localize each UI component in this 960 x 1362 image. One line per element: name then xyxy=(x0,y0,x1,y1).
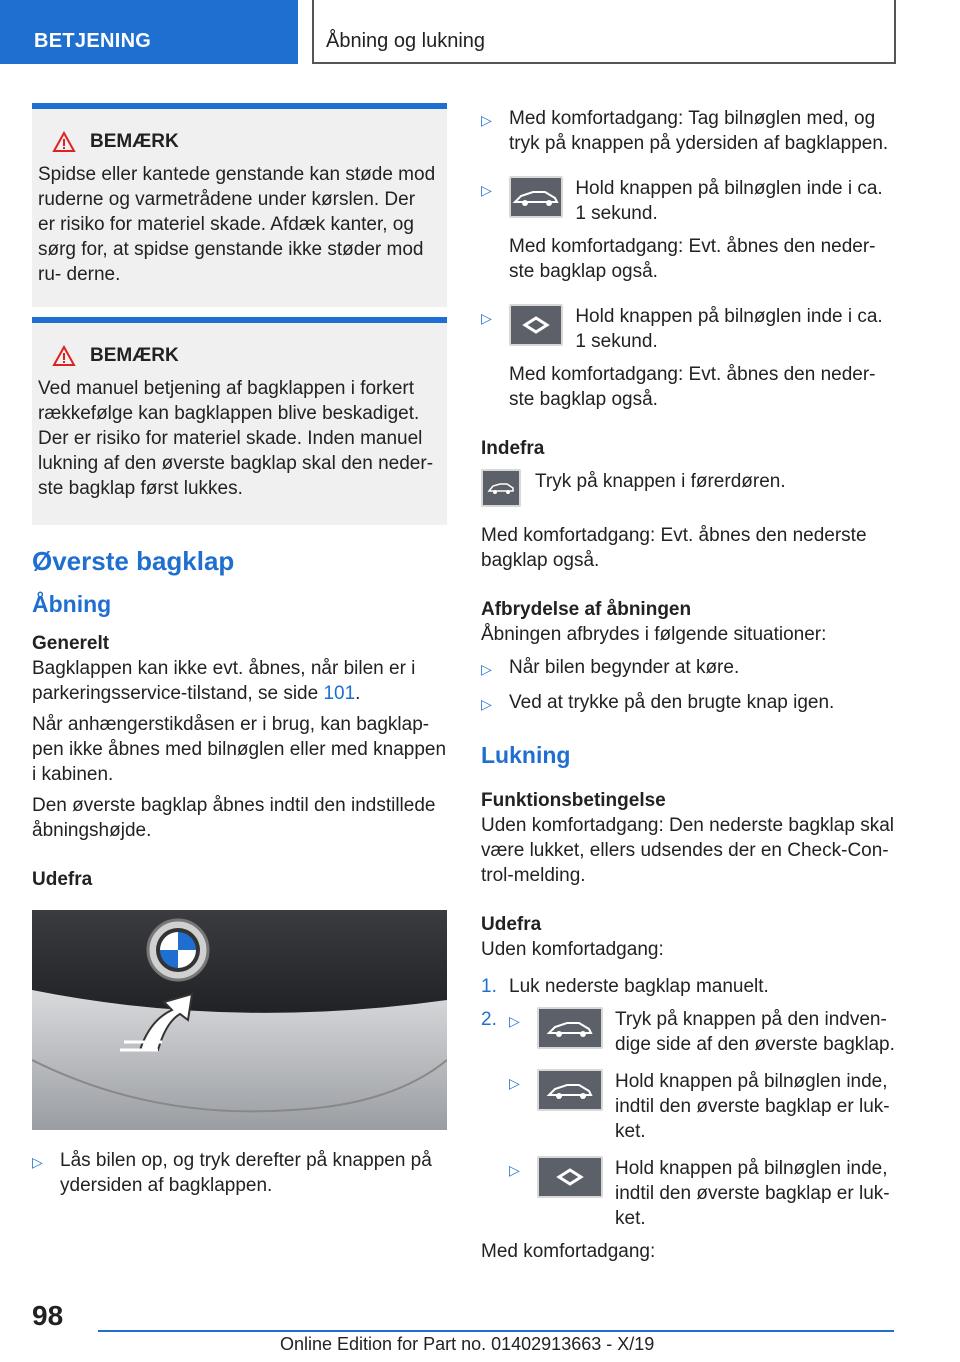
paragraph-text: . xyxy=(355,683,361,704)
step-item xyxy=(481,1007,896,1231)
list-item xyxy=(481,655,896,682)
bullet-triangle-icon: ▷ xyxy=(481,661,492,677)
car-door-button-icon xyxy=(481,469,521,507)
notice-text: Spidse eller kantede genstande kan støde mod ruderne og varmetrådene under kørslen. Der er risiko for materiel skade. Afdæk kanter, og sørg for, at spidse genstande ikke støder mod ru- derne. xyxy=(38,164,436,285)
paragraph: Åbningen afbrydes i følgende situationer: xyxy=(481,624,827,645)
key-diamond-button-icon xyxy=(537,1156,603,1198)
subsection-heading xyxy=(32,592,447,617)
list-item-text: Hold knappen på bilnøglen inde, indtil den øverste bagklap er luk- ket. xyxy=(615,1158,890,1229)
header-title: Åbning og lukning xyxy=(326,30,486,52)
notice-title-text: BEMÆRK xyxy=(90,345,179,366)
step-number: 1. xyxy=(481,976,497,997)
key-diamond-button-icon xyxy=(509,304,563,346)
bullet-triangle-icon: ▷ xyxy=(509,1075,520,1091)
right-column xyxy=(481,106,896,1264)
list-item xyxy=(481,106,896,156)
paragraph: Med komfortadgang: xyxy=(481,1241,656,1262)
section-title: Øverste bagklap xyxy=(32,546,235,576)
paragraph: Med komfortadgang: Evt. åbnes den nederste bagklap også. xyxy=(481,525,867,571)
footer-divider xyxy=(98,1330,894,1332)
left-column xyxy=(32,103,447,1198)
list-item xyxy=(481,690,896,717)
step-item xyxy=(481,974,896,999)
list-item-text: Tryk på knappen på den indven- dige side af den øverste bagklap. xyxy=(615,1009,895,1055)
page-link[interactable]: 101 xyxy=(323,683,356,704)
step-text: Luk nederste bagklap manuelt. xyxy=(509,976,769,997)
car-tailgate-button-icon xyxy=(537,1007,603,1049)
bullet-triangle-icon: ▷ xyxy=(481,182,492,198)
bullet-triangle-icon: ▷ xyxy=(481,112,492,128)
list-item-subtext: Med komfortadgang: Evt. åbnes den neder- ste bagklap også. xyxy=(509,364,876,410)
car-tailgate-button-icon xyxy=(509,176,563,218)
paragraph: Når anhængerstikdåsen er i brug, kan bagklap- pen ikke åbnes med bilnøglen eller med knappen i kabinen. xyxy=(32,714,447,785)
heading-indefra: Indefra xyxy=(481,438,545,459)
notice-box xyxy=(32,317,447,525)
list-item xyxy=(32,1148,447,1198)
paragraph: Den øverste bagklap åbnes indtil den indstillede åbningshøjde. xyxy=(32,795,436,841)
subsection-title: Lukning xyxy=(481,742,571,768)
paragraph xyxy=(32,656,447,706)
list-item xyxy=(509,1007,896,1057)
page-number: 98 xyxy=(32,1300,64,1331)
header-section-tab xyxy=(0,0,298,64)
subsection-heading xyxy=(481,743,896,768)
list-item xyxy=(509,1156,896,1231)
warning-icon xyxy=(52,131,76,153)
paragraph-text: Bagklappen kan ikke evt. åbnes, når bilen er i parkeringsservice-tilstand, se side xyxy=(32,658,416,704)
bullet-triangle-icon: ▷ xyxy=(32,1154,43,1170)
header-title-box xyxy=(312,0,896,64)
list-item xyxy=(481,176,896,284)
paragraph: Uden komfortadgang: Den nederste bagklap skal være lukket, ellers udsendes der en Check-Con- trol-melding. xyxy=(481,815,894,886)
list-item-text: Hold knappen på bilnøglen inde, indtil den øverste bagklap er luk- ket. xyxy=(615,1071,890,1142)
list-item-text: Med komfortadgang: Tag bilnøglen med, og tryk på knappen på ydersiden af bagklappen. xyxy=(509,108,889,154)
notice-text: Ved manuel betjening af bagklappen i forkert rækkefølge kan bagklappen blive beskadiget. Der er risiko for materiel skade. Inden manuel lukning af den øverste bagklap skal den neder- ste bagklap først lukkes. xyxy=(38,378,434,499)
step-number: 2. xyxy=(481,1009,497,1030)
warning-icon xyxy=(52,345,76,367)
header-section: BETJENING xyxy=(34,30,152,52)
section-heading xyxy=(32,546,447,576)
subsection-title: Åbning xyxy=(32,591,112,617)
notice-title-text: BEMÆRK xyxy=(90,131,179,152)
indefra-row xyxy=(481,469,896,507)
list-item-text: Når bilen begynder at køre. xyxy=(509,657,740,678)
heading-afbrydelse: Afbrydelse af åbningen xyxy=(481,599,692,620)
list-item xyxy=(481,304,896,412)
heading-funktion: Funktionsbetingelse xyxy=(481,790,666,811)
tailgate-illustration xyxy=(32,910,447,1130)
heading-udefra: Udefra xyxy=(32,869,93,890)
notice-title xyxy=(52,129,437,154)
bullet-triangle-icon: ▷ xyxy=(481,310,492,326)
notice-title xyxy=(52,343,437,368)
car-tailgate-button-icon xyxy=(537,1069,603,1111)
notice-box xyxy=(32,103,447,307)
list-item-text: Hold knappen på bilnøglen inde i ca. 1 sekund. xyxy=(575,306,883,352)
footer-edition: Online Edition for Part no. 01402913663 - X/19 xyxy=(280,1334,655,1354)
heading-generelt: Generelt xyxy=(32,633,110,654)
list-item-subtext: Med komfortadgang: Evt. åbnes den neder- ste bagklap også. xyxy=(509,236,876,282)
indefra-text: Tryk på knappen i førerdøren. xyxy=(535,471,786,492)
bullet-triangle-icon: ▷ xyxy=(509,1162,520,1178)
bullet-triangle-icon: ▷ xyxy=(509,1013,520,1029)
paragraph: Uden komfortadgang: xyxy=(481,939,664,960)
list-item xyxy=(509,1069,896,1144)
list-item-text: Hold knappen på bilnøglen inde i ca. 1 sekund. xyxy=(575,178,883,224)
bullet-triangle-icon: ▷ xyxy=(481,696,492,712)
tailgate-photo xyxy=(32,910,447,1130)
list-item-text: Ved at trykke på den brugte knap igen. xyxy=(509,692,835,713)
heading-udefra: Udefra xyxy=(481,914,542,935)
list-item-text: Lås bilen op, og tryk derefter på knappen på ydersiden af bagklappen. xyxy=(60,1150,432,1196)
